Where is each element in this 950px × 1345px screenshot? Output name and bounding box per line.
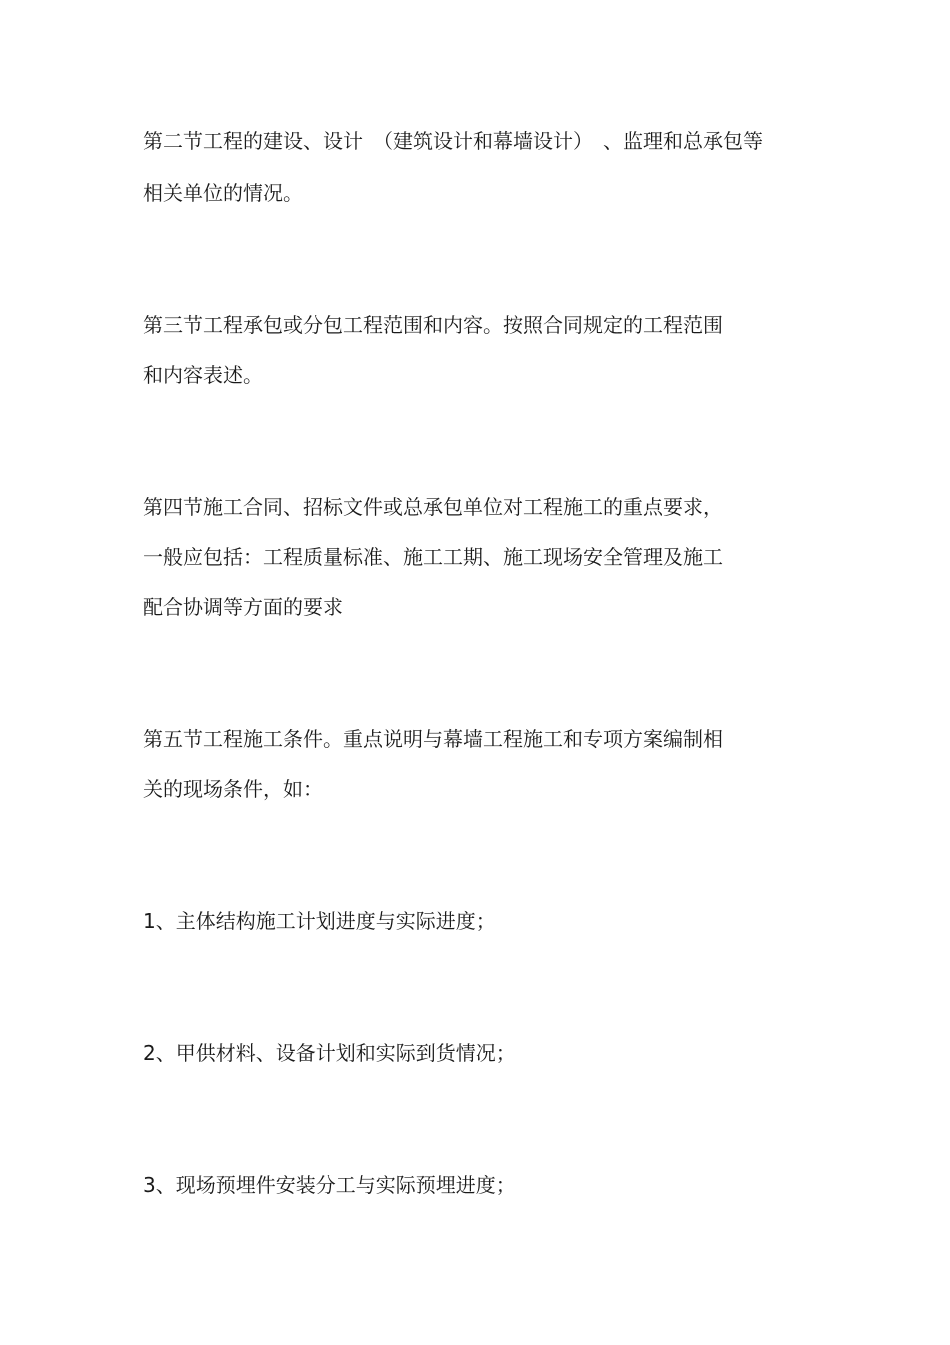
section-5-line-1: 第五节工程施工条件。重点说明与幕墙工程施工和专项方案编制相 (143, 727, 723, 751)
list-item-3: 3、现场预埋件安装分工与实际预埋进度； (143, 1173, 516, 1197)
section-2-line-2: 相关单位的情况。 (143, 181, 303, 205)
section-4-line-2: 一般应包括：工程质量标准、施工工期、施工现场安全管理及施工 (143, 545, 723, 569)
list-item-2: 2、甲供材料、设备计划和实际到货情况； (143, 1041, 516, 1065)
section-4-line-1: 第四节施工合同、招标文件或总承包单位对工程施工的重点要求， (143, 495, 723, 519)
section-5-line-2: 关的现场条件，如： (143, 777, 323, 801)
section-4-line-3: 配合协调等方面的要求 (143, 595, 343, 619)
section-3-line-1: 第三节工程承包或分包工程范围和内容。按照合同规定的工程范围 (143, 313, 723, 337)
section-2-line-1: 第二节工程的建设、设计 （建筑设计和幕墙设计） 、监理和总承包等 (143, 129, 763, 153)
list-item-1: 1、主体结构施工计划进度与实际进度； (143, 909, 496, 933)
section-3-line-2: 和内容表述。 (143, 363, 263, 387)
